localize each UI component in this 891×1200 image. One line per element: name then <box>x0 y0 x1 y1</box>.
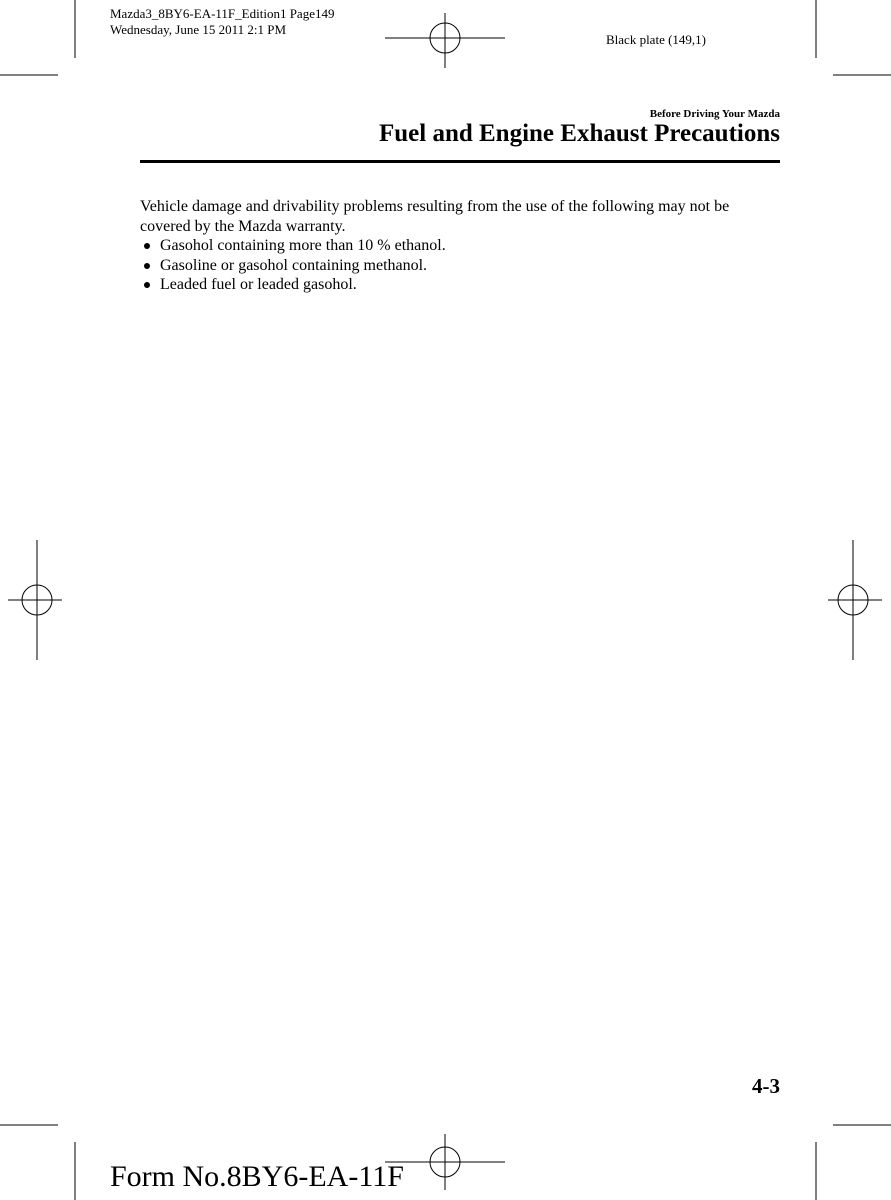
bullet-item: Gasohol containing more than 10 % ethanol. <box>140 236 780 256</box>
body-content <box>140 197 780 295</box>
intro-paragraph: Vehicle damage and drivability problems resulting from the use of the following may not be covered by the Mazda warranty. <box>140 198 730 235</box>
print-info-date: Wednesday, June 15 2011 2:1 PM <box>110 22 287 37</box>
title-rule <box>140 160 780 163</box>
registration-mark-right <box>828 540 882 660</box>
page-number: 4-3 <box>752 1074 780 1098</box>
bullet-item: Leaded fuel or leaded gasohol. <box>140 275 780 295</box>
bullet-item: Gasoline or gasohol containing methanol. <box>140 256 780 276</box>
form-number: Form No.8BY6-EA-11F <box>110 1160 404 1193</box>
print-info-file: Mazda3_8BY6-EA-11F_Edition1 Page149 <box>110 6 335 21</box>
section-label: Before Driving Your Mazda <box>649 108 780 120</box>
page-title: Fuel and Engine Exhaust Precautions <box>378 120 780 147</box>
registration-mark-left <box>8 540 62 660</box>
print-info <box>110 6 334 38</box>
plate-info: Black plate (149,1) <box>606 32 706 47</box>
registration-mark-top <box>385 13 505 68</box>
bullet-list <box>140 236 780 295</box>
